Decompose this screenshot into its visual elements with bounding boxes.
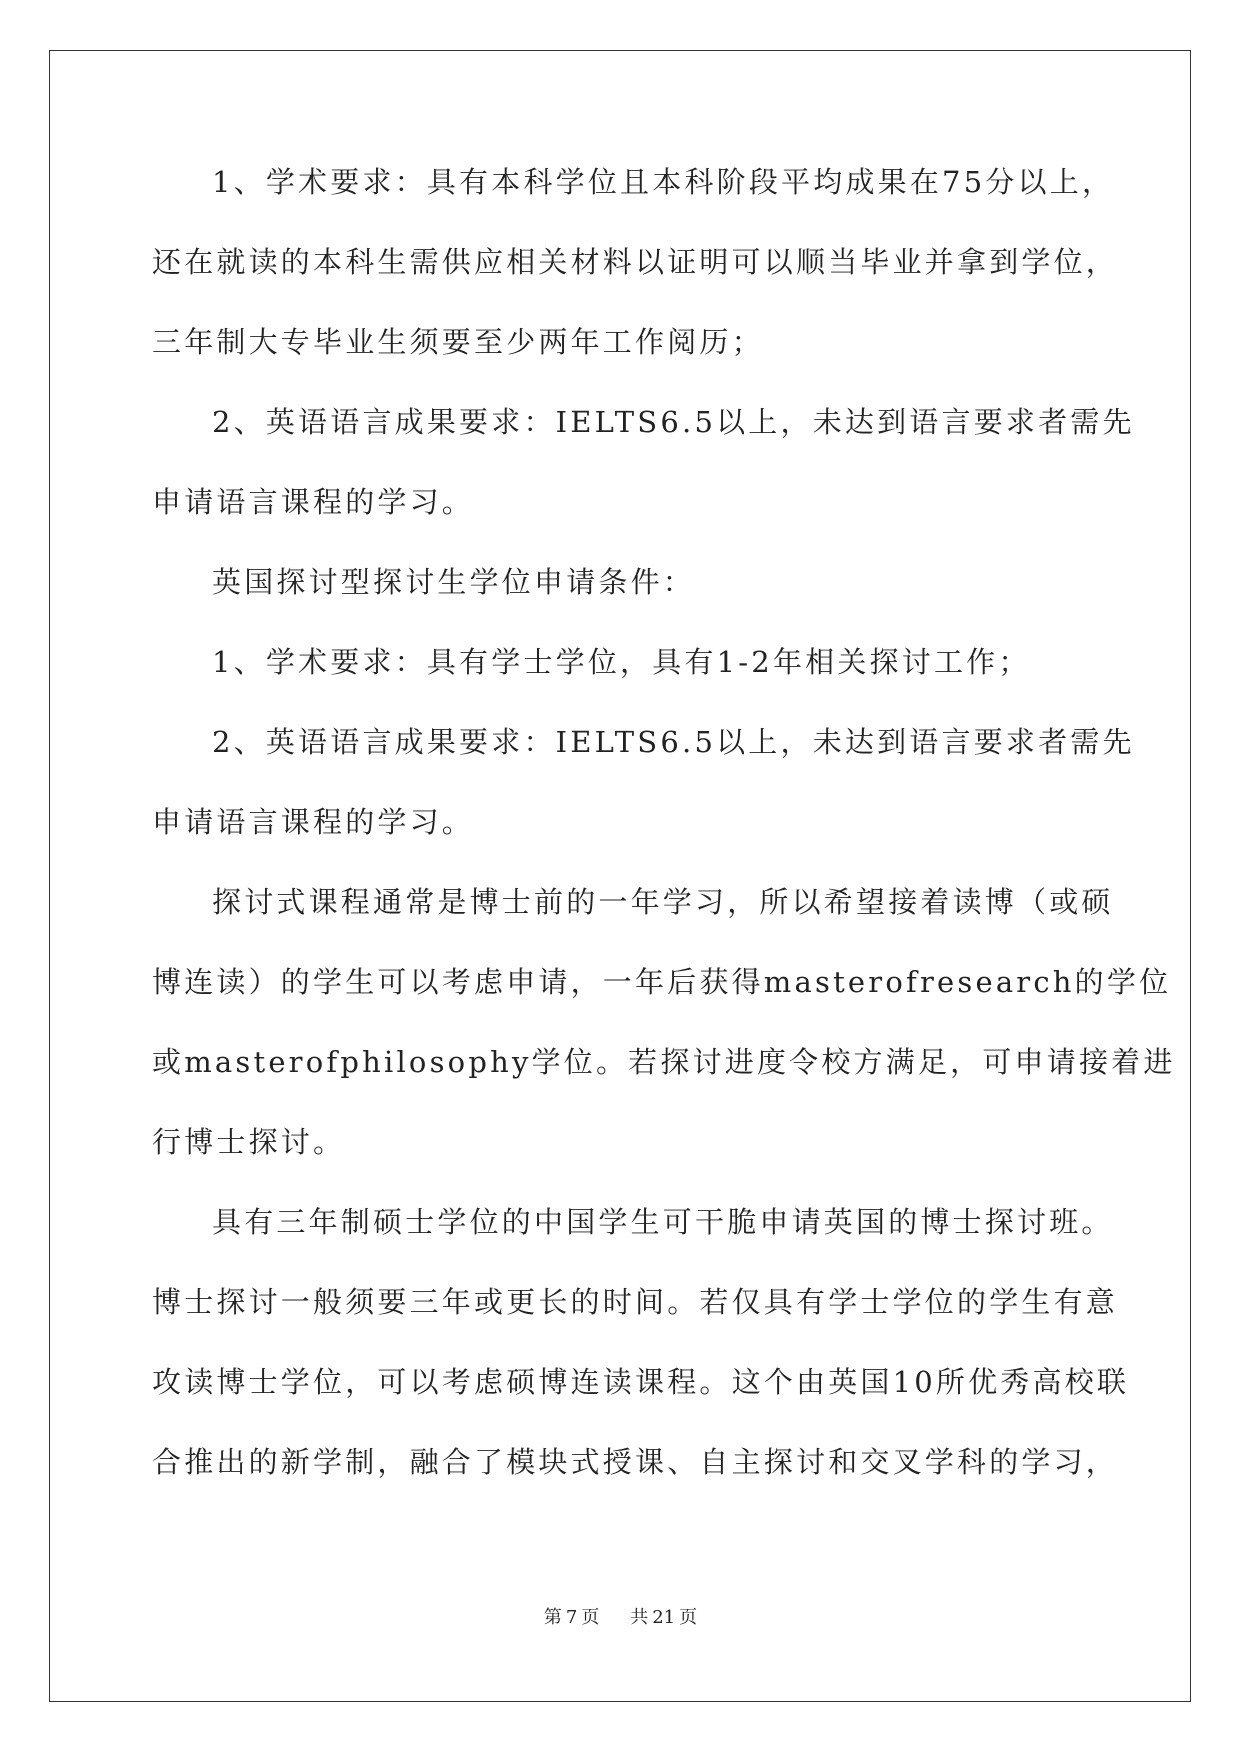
paragraph-line: 或masterofphilosophy学位。若探讨进度令校方满足，可申请接着进 bbox=[152, 1045, 1176, 1079]
paragraph-line: 申请语言课程的学习。 bbox=[152, 485, 475, 519]
paragraph-line: 1、学术要求：具有本科学位且本科阶段平均成果在75分以上， bbox=[212, 165, 1115, 199]
page-total: 共 21 页 bbox=[630, 1607, 698, 1628]
paragraph-line: 2、英语语言成果要求：IELTS6.5以上，未达到语言要求者需先 bbox=[212, 405, 1135, 439]
paragraph-line: 博士探讨一般须要三年或更长的时间。若仅具有学士学位的学生有意 bbox=[152, 1285, 1119, 1319]
paragraph-line: 申请语言课程的学习。 bbox=[152, 805, 475, 839]
paragraph-line: 博连读）的学生可以考虑申请，一年后获得masterofresearch的学位 bbox=[152, 965, 1172, 999]
page-footer bbox=[0, 1606, 1241, 1630]
page-number: 第 7 页 bbox=[543, 1607, 600, 1628]
paragraph-line: 还在就读的本科生需供应相关材料以证明可以顺当毕业并拿到学位， bbox=[152, 245, 1119, 279]
paragraph-line: 2、英语语言成果要求：IELTS6.5以上，未达到语言要求者需先 bbox=[212, 725, 1135, 759]
paragraph-line: 探讨式课程通常是博士前的一年学习，所以希望接着读博（或硕 bbox=[212, 885, 1114, 919]
paragraph-line: 行博士探讨。 bbox=[152, 1125, 346, 1159]
paragraph-line: 1、学术要求：具有学士学位，具有1-2年相关探讨工作； bbox=[212, 645, 1031, 679]
paragraph-line: 三年制大专毕业生须要至少两年工作阅历； bbox=[152, 325, 764, 359]
paragraph-line: 具有三年制硕士学位的中国学生可干脆申请英国的博士探讨班。 bbox=[212, 1205, 1114, 1239]
paragraph-line: 攻读博士学位，可以考虑硕博连读课程。这个由英国10所优秀高校联 bbox=[152, 1365, 1130, 1399]
section-heading: 英国探讨型探讨生学位申请条件： bbox=[212, 565, 696, 599]
paragraph-line: 合推出的新学制，融合了模块式授课、自主探讨和交叉学科的学习， bbox=[152, 1445, 1119, 1479]
